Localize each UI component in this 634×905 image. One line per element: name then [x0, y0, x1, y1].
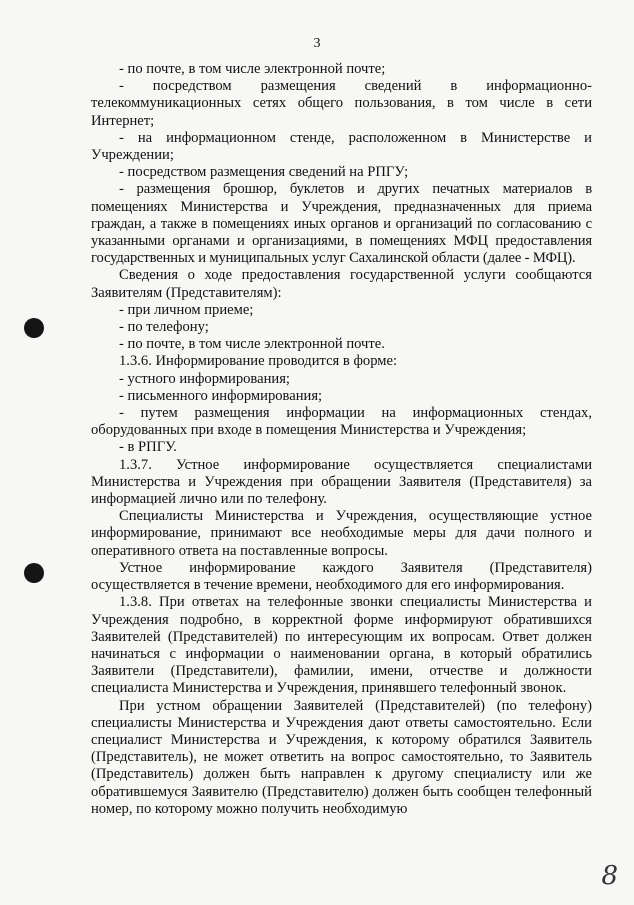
paragraph: При устном обращении Заявителей (Представителей) (по телефону) специалисты Министерства и Учреждения дают ответы самостоятельно. Если специалист Министерства и Учреждения, к которому обратился Заявитель (Представитель), не может ответить на вопрос самостоятельно, то Заявитель (Представитель) должен быть направлен к другому специалисту или же обратившемуся Заявителю (Представителю) должен быть сообщен телефонный номер, по которому можно получить необходимую	[91, 697, 592, 817]
paragraph: Сведения о ходе предоставления государственной услуги сообщаются Заявителям (Представителям):	[91, 267, 592, 301]
paragraph: 1.3.8. При ответах на телефонные звонки специалисты Министерства и Учреждения подробно, в корректной форме информируют обратившихся Заявителей (Представителей) по интересующим их вопросам. Ответ должен начинаться с информации о наименовании органа, в который обратились Заявители (Представители), фамилии, имени, отчестве и должности специалиста Министерства и Учреждения, принявшего телефонный звонок.	[91, 594, 592, 697]
paragraph: 1.3.6. Информирование проводится в форме:	[119, 353, 398, 370]
binder-hole	[24, 563, 44, 583]
paragraph: - письменного информирования;	[119, 387, 323, 404]
paragraph: - посредством размещения сведений на РПГУ;	[119, 164, 409, 181]
paragraph: - устного информирования;	[119, 370, 290, 387]
paragraph: - путем размещения информации на информационных стендах, оборудованных при входе в помещения Министерства и Учреждения;	[91, 405, 592, 439]
paragraph: 1.3.7. Устное информирование осуществляется специалистами Министерства и Учреждения при обращении Заявителя (Представителя) за информацией лично или по телефону.	[91, 456, 592, 508]
paragraph: Специалисты Министерства и Учреждения, осуществляющие устное информирование, принимают все необходимые меры для дачи полного и оперативного ответа на поставленные вопросы.	[91, 508, 592, 559]
handwritten-mark: 8	[601, 861, 618, 891]
page-number: 3	[313, 36, 321, 51]
paragraph: - по почте, в том числе электронной почте;	[119, 61, 386, 77]
paragraph: - при личном приеме;	[119, 301, 254, 318]
binder-hole	[24, 318, 44, 338]
paragraph: - размещения брошюр, буклетов и других печатных материалов в помещениях Министерства и Учреждения, предназначенных для приема граждан, а также в помещениях иных органов и организаций по согласованию с указанными органами и организациями, в помещениях МФЦ предоставления государственных и муниципальных услуг Сахалинской области (далее - МФЦ).	[91, 181, 592, 267]
paragraph: - в РПГУ.	[119, 439, 177, 456]
paragraph: - посредством размещения сведений в информационно-телекоммуникационных сетях общего пользования, в том числе в сети Интернет;	[91, 78, 592, 129]
document-body	[91, 61, 592, 818]
paragraph: - по почте, в том числе электронной почте.	[119, 336, 385, 353]
paragraph: - по телефону;	[119, 319, 209, 336]
paragraph: Устное информирование каждого Заявителя (Представителя) осуществляется в течение времени, необходимого для его информирования.	[91, 559, 592, 594]
paragraph: - на информационном стенде, расположенном в Министерстве и Учреждении;	[91, 129, 592, 164]
